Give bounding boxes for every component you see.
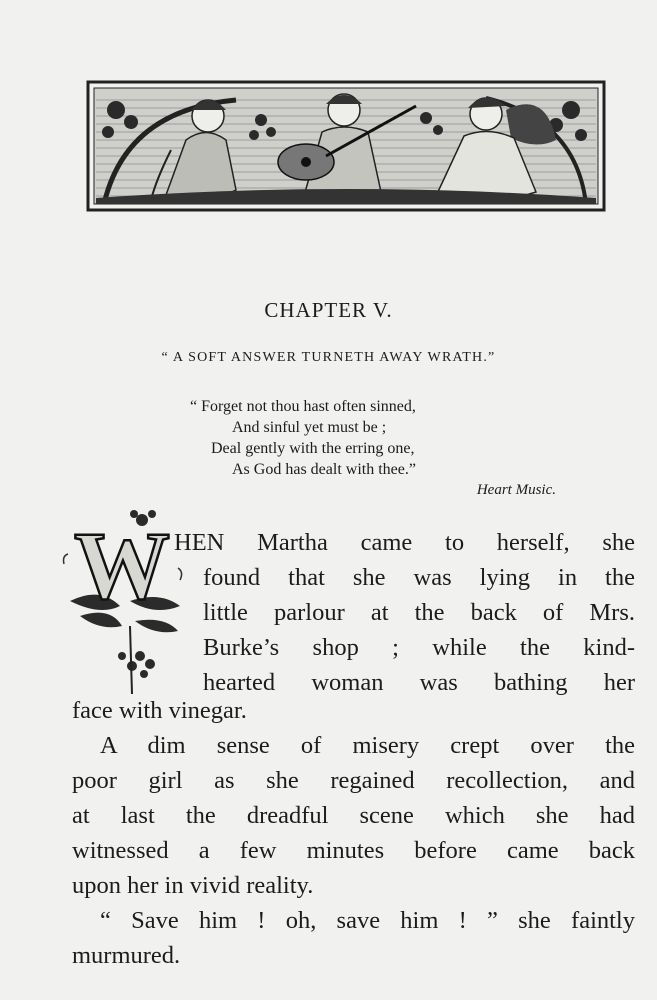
poem-line: Deal gently with the erring one,: [211, 440, 415, 457]
body-paragraphs: [72, 693, 635, 973]
text-line: murmured.: [72, 942, 181, 969]
chapter-title: CHAPTER V.: [264, 298, 393, 322]
drop-cap-ornament: [60, 506, 190, 696]
text-line: upon her in vivid reality.: [72, 872, 314, 899]
text-line: A dim sense of misery crept over the: [100, 732, 635, 759]
text-line: face with vinegar.: [72, 697, 247, 724]
text-line: little parlour at the back of Mrs.: [203, 599, 635, 626]
epigraph-poem: [190, 396, 570, 480]
poem-attribution: Heart Music.: [476, 482, 556, 498]
cherubs-musicians-engraving: [86, 80, 606, 216]
text-line: Burke’s shop ; while the kind-: [203, 634, 635, 661]
text-line: HEN Martha came to herself, she: [174, 529, 635, 556]
text-line: hearted woman was bathing her: [203, 669, 635, 696]
text-line: at last the dreadful scene which she had: [72, 802, 635, 829]
poem-line: “ Forget not thou hast often sinned,: [190, 398, 416, 415]
text-line: witnessed a few minutes before came back: [72, 837, 635, 864]
text-line: found that she was lying in the: [203, 564, 635, 591]
poem-line: And sinful yet must be ;: [232, 419, 387, 436]
opening-paragraph-indented: [174, 525, 635, 700]
poem-line: As God has dealt with thee.”: [232, 461, 416, 478]
drop-cap-letter: W: [74, 512, 170, 619]
headpiece-illustration: [86, 80, 606, 216]
epigraph-title: “ A SOFT ANSWER TURNETH AWAY WRATH.”: [161, 350, 496, 365]
floral-drop-cap: [60, 506, 190, 696]
text-line: poor girl as she regained recollection, and: [72, 767, 635, 794]
text-line: “ Save him ! oh, save him ! ” she faintly: [100, 907, 635, 934]
